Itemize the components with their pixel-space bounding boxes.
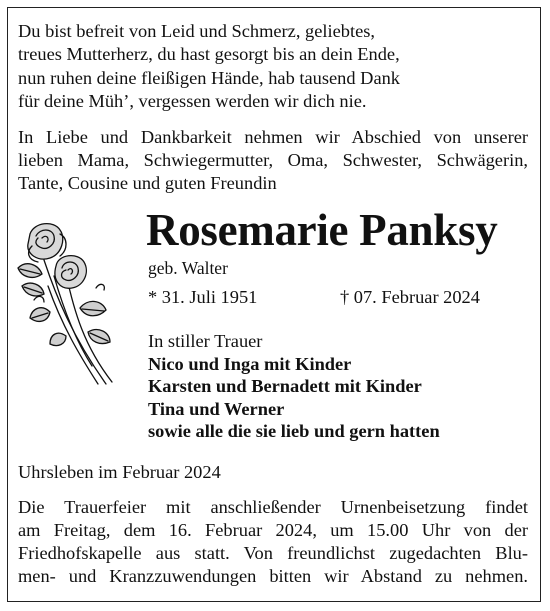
mourner-line: sowie alle die sie lieb und gern hatten — [148, 421, 440, 442]
deceased-name: Rosemarie Panksy — [146, 205, 498, 255]
poem-line: für deine Müh’, vergessen werden wir dich nie. — [18, 91, 367, 112]
poem-line: nun ruhen deine fleißigen Hände, hab tausend Dank — [18, 67, 400, 88]
mourner-line: Karsten und Bernadett mit Kinder — [148, 376, 422, 397]
intro-line: In Liebe und Dankbarkeit nehmen wir Abschied von unserer — [18, 127, 528, 147]
service-line: men- und Kranzzuwendungen bitten wir Abstand zu nehmen. — [18, 566, 528, 586]
roses-illustration-icon — [14, 216, 122, 388]
service-line: Friedhofskapelle aus statt. Von freundlichst zugedachten Blu- — [18, 543, 528, 563]
maiden-name: geb. Walter — [148, 258, 228, 278]
service-line: am Freitag, dem 16. Februar 2024, um 15.00 Uhr von der — [18, 520, 528, 540]
birth-date: * 31. Juli 1951 — [148, 287, 258, 307]
mourner-line: Nico und Inga mit Kinder — [148, 353, 352, 374]
mourners-block — [148, 330, 440, 443]
service-line: Die Trauerfeier mit anschließender Urnenbeisetzung findet — [18, 497, 528, 517]
death-date: † 07. Februar 2024 — [340, 287, 480, 307]
place-date: Uhrsleben im Februar 2024 — [18, 462, 221, 482]
poem-line: treues Mutterherz, du hast gesorgt bis an dein Ende, — [18, 44, 400, 65]
intro-line: lieben Mama, Schwiegermutter, Oma, Schwester, Schwägerin, — [18, 149, 528, 170]
service-notice — [18, 496, 528, 588]
mourners-heading: In stiller Trauer — [148, 331, 263, 351]
intro-line: Tante, Cousine und guten Freundin — [18, 172, 277, 193]
mourner-line: Tina und Werner — [148, 398, 285, 419]
poem — [18, 20, 400, 114]
intro-text — [18, 126, 528, 194]
poem-line: Du bist befreit von Leid und Schmerz, geliebtes, — [18, 21, 375, 41]
